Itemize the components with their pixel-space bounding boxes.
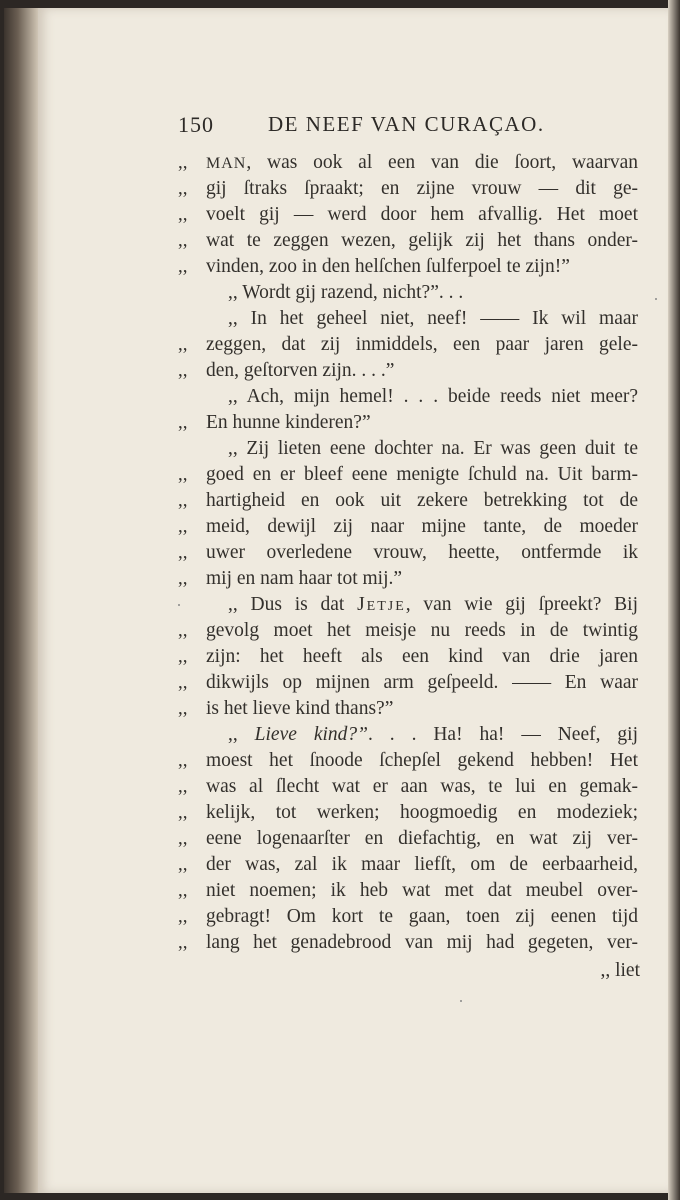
quote-mark: ,, <box>178 698 188 719</box>
body-text <box>178 150 638 956</box>
quote-mark: ,, <box>178 334 188 355</box>
text-line <box>178 774 638 800</box>
line-text: mij en nam haar tot mij.” <box>206 568 403 589</box>
text-line <box>178 410 638 436</box>
line-text: vinden, zoo in den helſchen ſulferpoel te zijn!” <box>206 256 570 277</box>
quote-mark: ,, <box>178 750 188 771</box>
line-text: niet noemen; ik heb wat met dat meubel over- <box>206 880 638 901</box>
quote-mark: ,, <box>178 178 188 199</box>
text-line <box>178 592 638 618</box>
quote-mark: ,, <box>178 932 188 953</box>
line-text: En hunne kinderen?” <box>206 412 371 433</box>
quote-mark: ,, <box>178 776 188 797</box>
line-text: gij ſtraks ſpraakt; en zijne vrouw — dit ge- <box>206 178 638 199</box>
text-line <box>178 566 638 592</box>
text-line <box>178 150 638 176</box>
paper-speck <box>655 298 657 300</box>
quote-mark: ,, <box>178 516 188 537</box>
text-line <box>178 202 638 228</box>
line-text: ,, In het geheel niet, neef! —— Ik wil maar <box>228 308 638 329</box>
line-text: dikwijls op mijnen arm geſpeeld. —— En waar <box>206 672 638 693</box>
line-text: meid, dewijl zij naar mijne tante, de moeder <box>206 516 638 537</box>
line-text: MAN, was ook al een van die ſoort, waarvan <box>206 152 638 173</box>
line-text: der was, zal ik maar liefſt, om de eerbaarheid, <box>206 854 638 875</box>
text-line <box>178 644 638 670</box>
text-line <box>178 800 638 826</box>
line-text: moest het ſnoode ſchepſel gekend hebben! Het <box>206 750 638 771</box>
italic-phrase: Lieve kind?” <box>254 724 368 745</box>
text-line <box>178 748 638 774</box>
line-text: ,, Dus is dat Jetje, van wie gij ſpreekt? Bij <box>228 594 638 615</box>
line-text: was al ſlecht wat er aan was, te lui en gemak- <box>206 776 638 797</box>
text-line <box>178 904 638 930</box>
text-line <box>178 670 638 696</box>
line-text: gevolg moet het meisje nu reeds in de twintig <box>206 620 638 641</box>
line-text: zijn: het heeft als een kind van drie jaren <box>206 646 638 667</box>
quote-mark: ,, <box>178 152 188 173</box>
text-line <box>178 852 638 878</box>
line-text: kelijk, tot werken; hoogmoedig en modeziek; <box>206 802 638 823</box>
quote-mark: ,, <box>178 490 188 511</box>
text-line <box>178 878 638 904</box>
running-title: DE NEEF VAN CURAÇAO. <box>268 112 545 136</box>
text-line <box>178 488 638 514</box>
quote-mark: ,, <box>178 256 188 277</box>
text-line <box>178 722 638 748</box>
line-text: zeggen, dat zij inmiddels, een paar jaren gele- <box>206 334 638 355</box>
quote-mark: ,, <box>178 412 188 433</box>
quote-mark: ,, <box>178 880 188 901</box>
line-text: eene logenaarſter en diefachtig, en wat zij ver- <box>206 828 638 849</box>
catchword: ,, liet <box>600 960 640 981</box>
text-line <box>178 540 638 566</box>
line-text: uwer overledene vrouw, heette, ontfermde ik <box>206 542 638 563</box>
text-line <box>178 384 638 410</box>
character-name: Jetje <box>357 594 406 615</box>
paper-speck <box>460 1000 462 1002</box>
line-text: lang het genadebrood van mij had gegeten, ver- <box>206 932 638 953</box>
line-text: ,, Ach, mijn hemel! . . . beide reeds niet meer? <box>228 386 638 407</box>
small-caps-word: MAN <box>206 155 247 172</box>
quote-mark: ,, <box>178 854 188 875</box>
quote-mark: ,, <box>178 906 188 927</box>
quote-mark: ,, <box>178 464 188 485</box>
page-number: 150 <box>178 112 214 137</box>
text-line <box>178 514 638 540</box>
text-line <box>178 358 638 384</box>
quote-mark: ,, <box>178 620 188 641</box>
text-line <box>178 436 638 462</box>
text-line <box>178 306 638 332</box>
text-line <box>178 696 638 722</box>
line-text: ,, Lieve kind?”. . . Ha! ha! — Neef, gij <box>228 724 638 745</box>
paper-speck <box>178 604 180 606</box>
text-line <box>178 176 638 202</box>
line-text: wat te zeggen wezen, gelijk zij het thans onder- <box>206 230 638 251</box>
page-header <box>0 110 680 140</box>
line-text: gebragt! Om kort te gaan, toen zij eenen tijd <box>206 906 638 927</box>
text-line <box>178 930 638 956</box>
line-text: is het lieve kind thans?” <box>206 698 394 719</box>
line-text: den, geſtorven zijn. . . .” <box>206 360 395 381</box>
quote-mark: ,, <box>178 542 188 563</box>
quote-mark: ,, <box>178 828 188 849</box>
page-edge <box>668 0 680 1200</box>
text-line <box>178 280 638 306</box>
text-line <box>178 826 638 852</box>
line-text: ,, Wordt gij razend, nicht?”. . . <box>228 282 464 303</box>
text-line <box>178 228 638 254</box>
text-line <box>178 254 638 280</box>
text-line <box>178 618 638 644</box>
text-line <box>178 332 638 358</box>
quote-mark: ,, <box>178 230 188 251</box>
line-text: ,, Zij lieten eene dochter na. Er was geen duit te <box>228 438 638 459</box>
quote-mark: ,, <box>178 568 188 589</box>
quote-mark: ,, <box>178 672 188 693</box>
line-text: voelt gij — werd door hem afvallig. Het moet <box>206 204 638 225</box>
quote-mark: ,, <box>178 360 188 381</box>
text-line <box>178 462 638 488</box>
quote-mark: ,, <box>178 204 188 225</box>
quote-mark: ,, <box>178 646 188 667</box>
line-text: goed en er bleef eene menigte ſchuld na. Uit barm- <box>206 464 638 485</box>
quote-mark: ,, <box>178 802 188 823</box>
page-gutter <box>4 8 38 1193</box>
line-text: hartigheid en ook uit zekere betrekking tot de <box>206 490 638 511</box>
